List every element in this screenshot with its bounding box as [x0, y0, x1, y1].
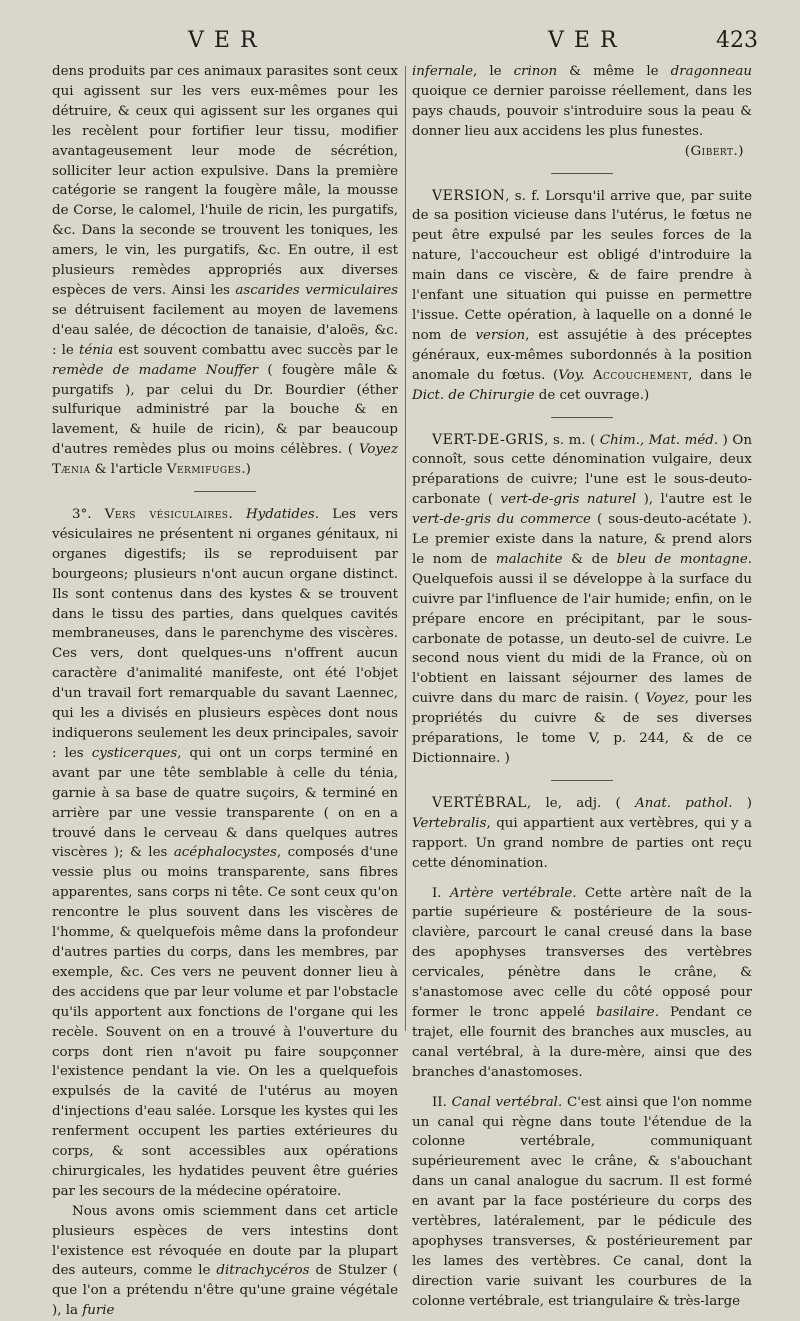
paragraph-vers-vesiculaires: 3°. Vers vésiculaires. Hydatides. Les vers vésiculaires ne présentent ni organes génitaux, ni organes digestifs; ils se reproduisent par bourgeons; plusieurs n'ont aucun organe distinct. Ils sont contenus dans des kystes & se trouvent dans le tissu des parties, dans quelques cavités membraneuses, dans le parenchyme des viscères. Ces vers, dont quelques-uns n'offrent aucun caractère d'animalité manifeste, ont été l'objet d'un travail fort remarquable du savant Laennec, qui les a divisés en plusieurs espèces dont nous indiquerons seulement les deux principales, savoir : les cysticerques, qui ont un corps terminé en avant par une tête semblable à celle du ténia, garnie à sa base de quatre suçoirs, & terminé en arrière par une vessie transparente ( on en a trouvé dans le cerveau & dans quelques autres viscères ); & les acéphalocystes, composés d'une vessie plus ou moins transparente, sans fibres apparentes, sans corps ni tête. Ce sont ceux qu'on rencontre le plus souvent dans les viscères de l'homme, & quelquefois même dans la profondeur d'autres parties du corps, dans les membres, par exemple, &c. Ces vers ne peuvent donner lieu à des accidens que par leur volume et par l'obstacle qu'ils apportent aux fonctions de l'organe qui les recèle. Souvent on en a trouvé à l'ouverture du corps dont rien n'avoit pu faire soupçonner l'existence pendant la vie. On les a quelquefois expulsés de la cavité de l'utérus au moyen d'injections d'eau salée. Lorsque les kystes qui les renferment occupent les parties extérieures du corps, & sont accessibles aux opérations chirurgicales, les hydatides peuvent être guéries par les secours de la médecine opératoire. [52, 507, 398, 1199]
header-left-title: VER [188, 28, 267, 53]
entry-term-version: VERSION [432, 187, 506, 204]
author-signature: (Gibert.) [684, 143, 744, 159]
entry-version: VERSION, s. f. Lorsqu'il arrive que, par suite de sa position vicieuse dans l'utérus, le fœtus ne peut être expulsé par les seules forces de la nature, l'accoucheur est obligé d'introduire la main dans ce viscère, & de faire prendre à l'enfant une situation qui puisse en permettre l'issue. Cette opération, à laquelle on a donné le nom de version, est assujétie à des préceptes généraux, eux-mêmes subordonnés à la position anomale du fœtus. (Voy. Accouchement, dans le Dict. de Chirurgie de cet ouvrage.) [412, 187, 752, 403]
running-header [0, 28, 800, 62]
subentry-canal-vertebral: II. Canal vertébral. C'est ainsi que l'on nomme un canal qui règne dans toute l'étendue de la colonne vertébrale, communiquant supérieurement avec le crâne, & s'abouchant dans un canal analogue du sacrum. Il est formé en avant par la face postérieure du corps des vertèbres, latéralement, par le pédicule des apophyses transverses, & postérieurement par les lames des vertèbres. Ce canal, dont la direction varie suivant les courbures de la colonne vertébrale, est triangulaire & très-large [412, 1094, 753, 1309]
entry-separator [551, 173, 613, 174]
entry-separator [551, 780, 613, 781]
entry-term-vert-de-gris: VERT-DE-GRIS [432, 431, 545, 448]
section-separator [194, 491, 256, 492]
entry-vertebral: VERTÉBRAL, le, adj. ( Anat. pathol. ) Vertebralis, qui appartient aux vertèbres, qui y a rapport. Un grand nombre de parties ont reçu cette dénomination. [412, 794, 753, 871]
page-number: 423 [716, 28, 758, 53]
right-column [412, 62, 752, 1312]
subentry-artere-vertebrale: I. Artère vertébrale. Cette artère naît de la partie supérieure & postérieure de la sous-clavière, parcourt le canal creusé dans la base des apophyses transverses des vertèbres cervicales, pénètre dans le crâne, & s'anastomose avec celle du côté opposé pour former le tronc appelé basilaire. Pendant ce trajet, elle fournit des branches aux muscles, au canal vertébral, à la dure-mère, ainsi que des branches d'anastomoses. [412, 885, 753, 1080]
column-divider [405, 66, 406, 1031]
left-column [52, 62, 398, 1321]
paragraph-remedies: dens produits par ces animaux parasites sont ceux qui agissent sur les vers eux-mêmes pour les détruire, & ceux qui agissent sur les organes qui les recèlent pour fortifier leur tissu, modifier avantageusement leur mode de sécrétion, solliciter leur action expulsive. Dans la première catégorie se rangent la fougère mâle, la mousse de Corse, le calomel, l'huile de ricin, les purgatifs, &c. Dans la seconde se trouvent les toniques, les amers, le vin, les purgatifs, &c. En outre, il est plusieurs remèdes appropriés aux diverses espèces de vers. Ainsi les ascarides vermiculaires se détruisent facilement au moyen de lavemens d'eau salée, de décoction de tanaisie, d'aloës, &c. : le ténia est souvent combattu avec succès par le remède de madame Nouffer ( fougère mâle & purgatifs ), par celui du Dr. Bourdier (éther sulfurique administré par la bouche & en lavement, & huile de ricin), & par beaucoup d'autres remèdes plus ou moins célèbres. ( Voyez Tænia & l'article Vermifuges.) [52, 64, 399, 478]
header-right-title: VER [548, 28, 627, 53]
entry-separator [551, 417, 613, 418]
paragraph-continuation: infernale, le crinon & même le dragonneau quoique ce dernier paroisse réellement, dans les pays chauds, pouvoir s'introduire sous la peau & donner lieu aux accidens les plus funestes. [412, 64, 752, 139]
entry-vert-de-gris: VERT-DE-GRIS, s. m. ( Chim., Mat. méd. ) On connoît, sous cette dénomination vulgaire, deux préparations de cuivre; l'une est le sous-deuto-carbonate ( vert-de-gris naturel ), l'autre est le vert-de-gris du commerce ( sous-deuto-acétate ). Le premier existe dans la nature, & prend alors le nom de malachite & de bleu de montagne. Quelquefois aussi il se développe à la surface du cuivre par l'influence de l'air humide; enfin, on le prépare encore en précipitant, par le sous-carbonate de potasse, un deuto-sel de cuivre. Le second nous vient du midi de la France, où on l'obtient en laissant séjourner des lames de cuivre dans du marc de raisin. ( Voyez, pour les propriétés du cuivre & de ses diverses préparations, le tome V, p. 244, & de ce Dictionnaire. ) [412, 431, 753, 766]
paragraph-omitted-species: Nous avons omis sciemment dans cet article plusieurs espèces de vers intestins dont l'existence est révoquée en doute par la plupart des auteurs, comme le ditrachycéros de Stulzer ( que l'on a prétendu n'être qu'une graine végétale ), la furie [52, 1203, 398, 1319]
entry-term-vertebral: VERTÉBRAL [432, 794, 527, 811]
